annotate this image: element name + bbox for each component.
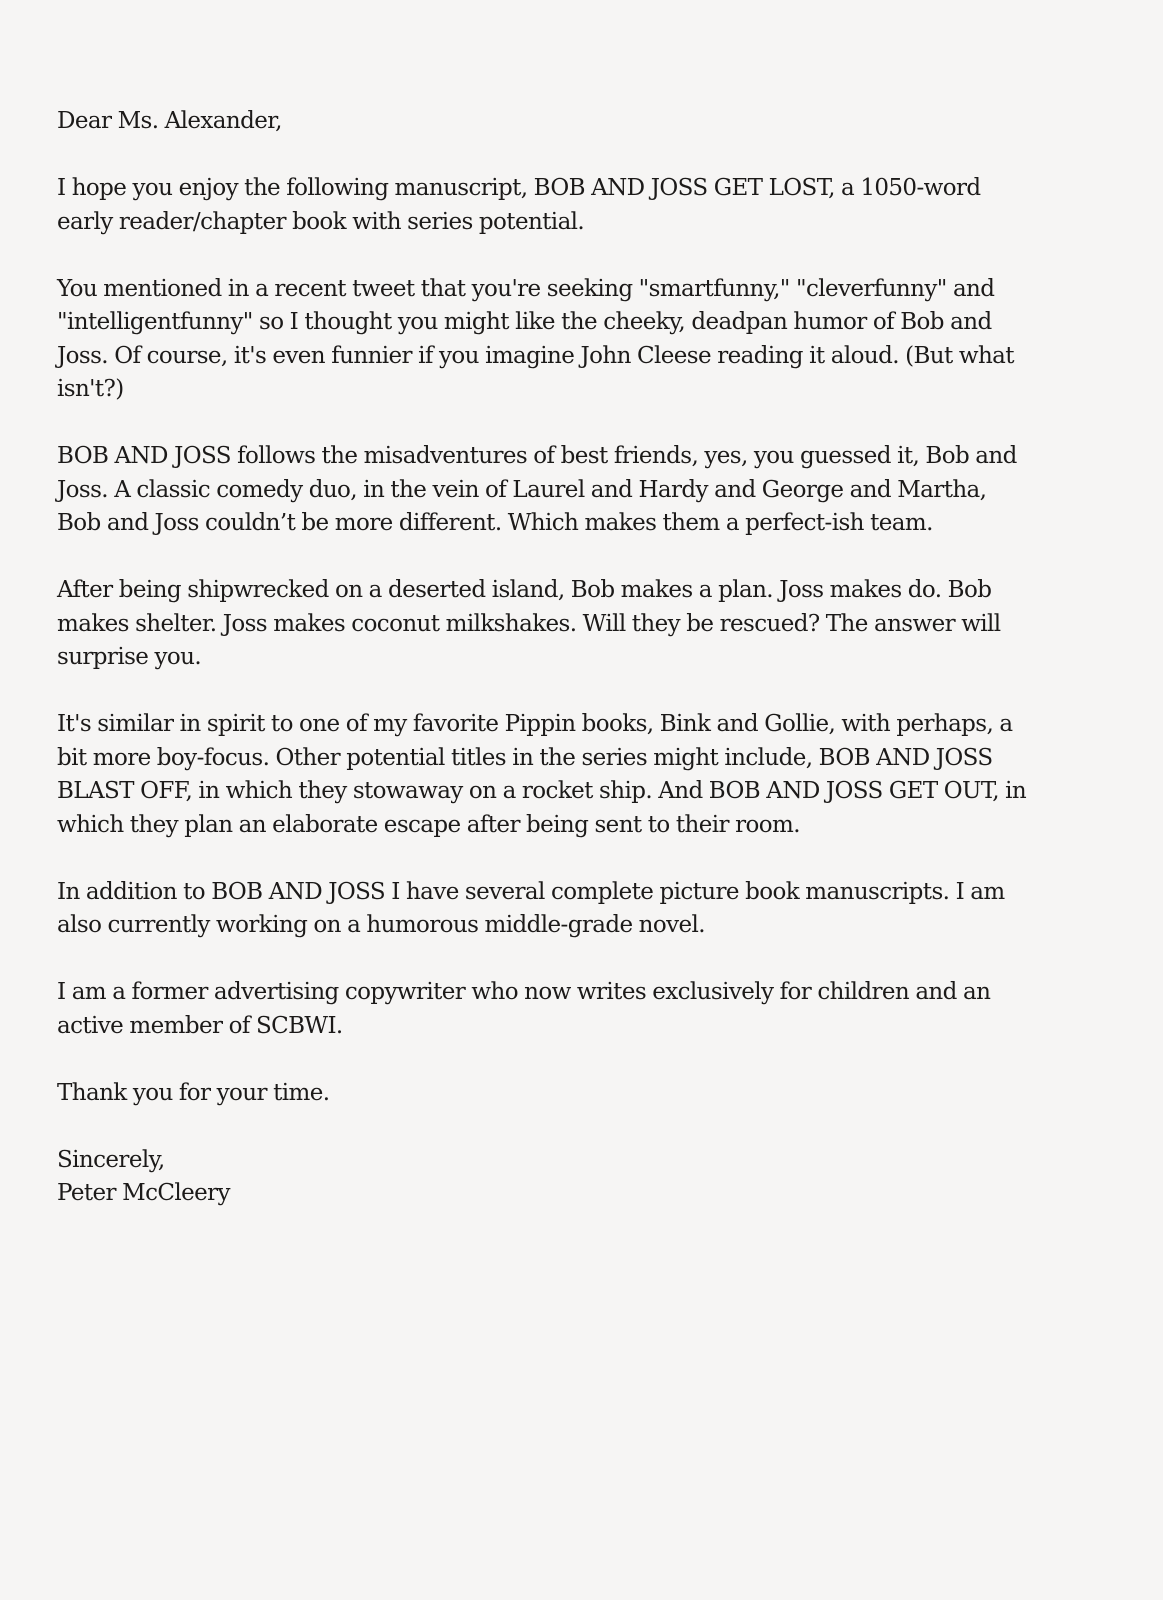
paragraph-line: I am a former advertising copywriter who now writes exclusively for children and an xyxy=(57,979,991,1005)
paragraph-line: Thank you for your time. xyxy=(57,1079,330,1106)
letter-page xyxy=(57,105,1117,1211)
closing-block xyxy=(57,1144,1117,1211)
paragraph-line: active member of SCBWI. xyxy=(57,1012,343,1039)
paragraph-line: which they plan an elaborate escape after being sent to their room. xyxy=(57,811,800,838)
paragraph-line: "intelligentfunny" so I thought you might like the cheeky, deadpan humor of Bob and xyxy=(57,309,992,335)
salutation-text: Dear Ms. Alexander, xyxy=(57,108,282,134)
paragraph-line: makes shelter. Joss makes coconut milkshakes. Will they be rescued? The answer will xyxy=(57,610,1001,637)
paragraph-other-work xyxy=(57,876,1117,943)
paragraph-line: early reader/chapter book with series potential. xyxy=(57,208,585,235)
closing-text: Sincerely, xyxy=(57,1146,165,1173)
salutation xyxy=(57,105,1117,139)
paragraph-line: BOB AND JOSS follows the misadventures of best friends, yes, you guessed it, Bob and xyxy=(57,443,1017,469)
paragraph-line: Joss. Of course, it's even funnier if you imagine John Cleese reading it aloud. (But what xyxy=(57,342,1014,369)
paragraph-tweet-reference xyxy=(57,273,1117,407)
paragraph-comparables xyxy=(57,708,1117,842)
paragraph-line: Joss. A classic comedy duo, in the vein of Laurel and Hardy and George and Martha, xyxy=(57,476,987,503)
paragraph-line: isn't?) xyxy=(57,376,124,402)
paragraph-line: You mentioned in a recent tweet that you're seeking "smartfunny," "cleverfunny" and xyxy=(57,275,995,302)
paragraph-line: also currently working on a humorous middle-grade novel. xyxy=(57,912,706,938)
paragraph-thanks xyxy=(57,1077,1117,1111)
paragraph-line: Bob and Joss couldn’t be more different. Which makes them a perfect-ish team. xyxy=(57,510,933,536)
paragraph-line: In addition to BOB AND JOSS I have several complete picture book manuscripts. I am xyxy=(57,878,1005,905)
paragraph-line: surprise you. xyxy=(57,644,202,670)
paragraph-line: After being shipwrecked on a deserted island, Bob makes a plan. Joss makes do. Bob xyxy=(57,577,992,603)
paragraph-premise xyxy=(57,440,1117,541)
paragraph-bio xyxy=(57,976,1117,1043)
paragraph-line: I hope you enjoy the following manuscript, BOB AND JOSS GET LOST, a 1050-word xyxy=(57,175,981,201)
paragraph-line: It's similar in spirit to one of my favorite Pippin books, Bink and Gollie, with perhaps, a xyxy=(57,711,1013,737)
paragraph-manuscript-intro xyxy=(57,172,1117,239)
paragraph-plot xyxy=(57,574,1117,675)
paragraph-line: bit more boy-focus. Other potential titles in the series might include, BOB AND JOSS xyxy=(57,744,993,771)
paragraph-line: BLAST OFF, in which they stowaway on a rocket ship. And BOB AND JOSS GET OUT, in xyxy=(57,778,1027,804)
signature: Peter McCleery xyxy=(57,1180,230,1206)
